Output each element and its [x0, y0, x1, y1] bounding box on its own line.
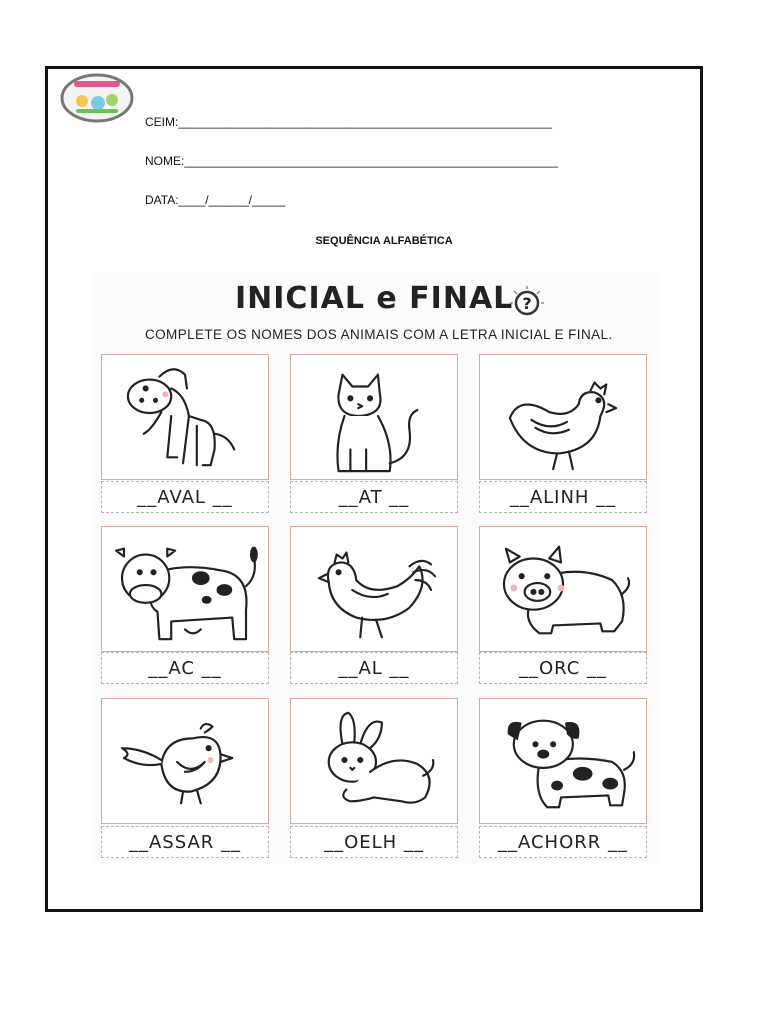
animal-card-cow — [101, 526, 269, 652]
dog-icon — [480, 699, 646, 823]
animal-card-cat — [290, 354, 458, 480]
cow-icon — [102, 527, 268, 651]
word-blank-rooster[interactable]: __AL __ — [290, 652, 458, 684]
word-blank-rabbit[interactable]: __OELH __ — [290, 826, 458, 858]
worksheet-title: INICIAL e FINAL — [235, 281, 514, 316]
word-blank-cat[interactable]: __AT __ — [290, 481, 458, 513]
rooster-icon — [291, 527, 457, 651]
animal-card-rabbit — [290, 698, 458, 824]
nome-field[interactable]: NOME:________________________________________________________ — [145, 154, 559, 168]
word-blank-horse[interactable]: __AVAL __ — [101, 481, 269, 513]
word-blank-pig[interactable]: __ORC __ — [479, 652, 647, 684]
word-blank-dog[interactable]: __ACHORR __ — [479, 826, 647, 858]
animal-card-pig — [479, 526, 647, 652]
animal-card-bird — [101, 698, 269, 824]
subtitle: SEQUÊNCIA ALFABÉTICA — [315, 235, 453, 247]
hen-icon — [480, 355, 646, 479]
word-blank-hen[interactable]: __ALINH __ — [479, 481, 647, 513]
horse-icon — [102, 355, 268, 479]
lightbulb-question-icon — [509, 284, 545, 320]
pig-icon — [480, 527, 646, 651]
animal-card-hen — [479, 354, 647, 480]
word-blank-bird[interactable]: __ASSAR __ — [101, 826, 269, 858]
school-logo-icon — [60, 73, 134, 123]
instruction-text: COMPLETE OS NOMES DOS ANIMAIS COM A LETRA INICIAL E FINAL. — [145, 327, 613, 342]
word-blank-cow[interactable]: __AC __ — [101, 652, 269, 684]
svg-text:?: ? — [522, 294, 532, 313]
bird-icon — [102, 699, 268, 823]
animal-card-horse — [101, 354, 269, 480]
cat-icon — [291, 355, 457, 479]
data-field[interactable]: DATA:____/______/_____ — [145, 193, 286, 207]
animal-card-rooster — [290, 526, 458, 652]
animal-card-dog — [479, 698, 647, 824]
ceim-field[interactable]: CEIM:________________________________________________________ — [145, 115, 553, 129]
rabbit-icon — [291, 699, 457, 823]
